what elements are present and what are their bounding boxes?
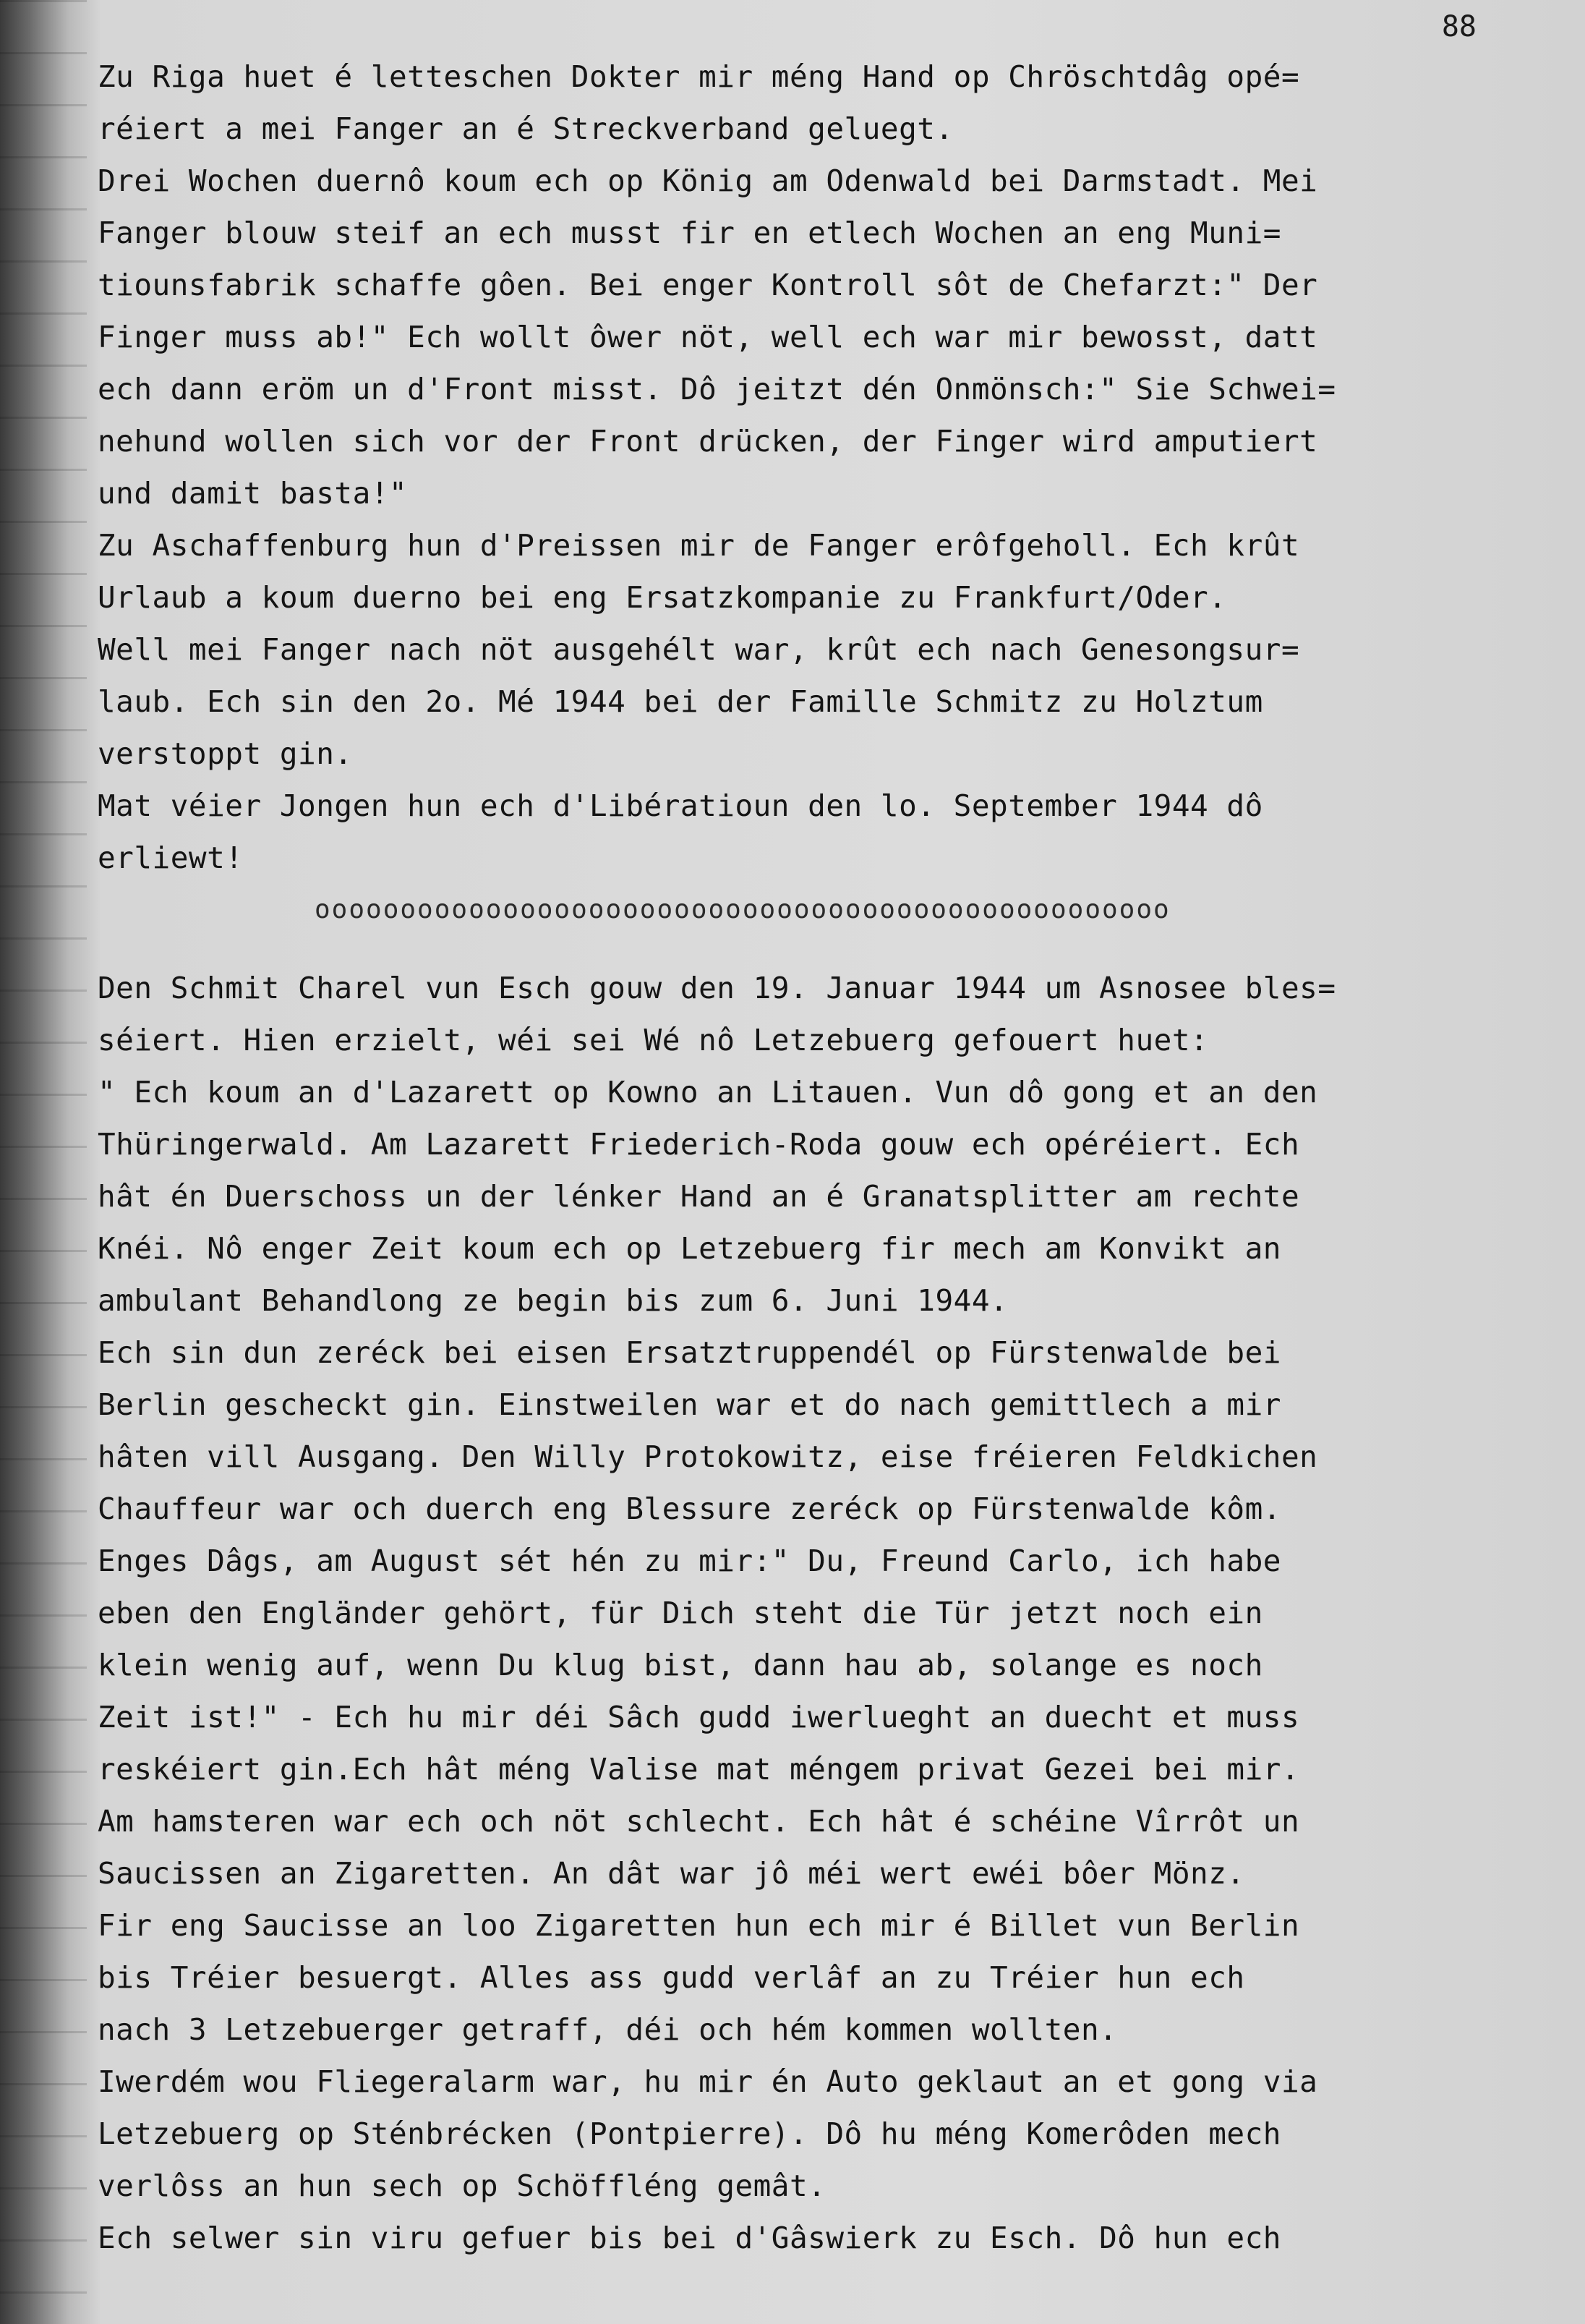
text-line: Mat véier Jongen hun ech d'Libératioun den lo. September 1944 dô (98, 788, 1263, 823)
text-line: ambulant Behandlong ze begin bis zum 6. Juni 1944. (98, 1283, 1009, 1318)
text-line: Zu Aschaffenburg hun d'Preissen mir de Fanger erôfgeholl. Ech krût (98, 528, 1300, 563)
text-line: Ech selwer sin viru gefuer bis bei d'Gâswierk zu Esch. Dô hun ech (98, 2221, 1281, 2255)
text-line: Finger muss ab!" Ech wollt ôwer nöt, well ech war mir bewosst, datt (98, 320, 1318, 354)
text-line: Enges Dâgs, am August sét hén zu mir:" Du, Freund Carlo, ich habe (98, 1544, 1281, 1578)
section-divider: oooooooooooooooooooooooooooooooooooooooooooooooooo (315, 895, 1171, 924)
text-line: bis Tréier besuergt. Alles ass gudd verlâf an zu Tréier hun ech (98, 1960, 1245, 1995)
text-line: verstoppt gin. (98, 736, 353, 771)
text-line: hâten vill Ausgang. Den Willy Protokowitz, eise fréieren Feldkichen (98, 1439, 1318, 1474)
paragraph-gap (98, 936, 1537, 962)
page-binding-edge (0, 0, 87, 2324)
text-line: Letzebuerg op Sténbrécken (Pontpierre). Dô hu méng Komerôden mech (98, 2116, 1281, 2151)
text-line: Knéi. Nô enger Zeit koum ech op Letzebuerg fir mech am Konvikt an (98, 1231, 1281, 1266)
text-line: verlôss an hun sech op Schöffléng gemât. (98, 2168, 826, 2203)
text-line: reskéiert gin.Ech hât méng Valise mat méngem privat Gezei bei mir. (98, 1752, 1300, 1787)
text-line: laub. Ech sin den 2o. Mé 1944 bei der Famille Schmitz zu Holztum (98, 684, 1263, 719)
text-line: Fir eng Saucisse an loo Zigaretten hun ech mir é Billet vun Berlin (98, 1908, 1300, 1943)
page-text (98, 51, 1537, 2264)
text-line: Chauffeur war och duerch eng Blessure zeréck op Fürstenwalde kôm. (98, 1491, 1281, 1526)
text-line: " Ech koum an d'Lazarett op Kowno an Litauen. Vun dô gong et an den (98, 1075, 1318, 1110)
text-line: Berlin gescheckt gin. Einstweilen war et do nach gemittlech a mir (98, 1387, 1281, 1422)
text-line: Fanger blouw steif an ech musst fir en etlech Wochen an eng Muni= (98, 216, 1281, 250)
text-line: réiert a mei Fanger an é Streckverband geluegt. (98, 111, 954, 146)
text-line: ech dann eröm un d'Front misst. Dô jeitzt dén Onmönsch:" Sie Schwei= (98, 372, 1336, 407)
text-line: Den Schmit Charel vun Esch gouw den 19. Januar 1944 um Asnosee bles= (98, 971, 1336, 1005)
text-line: eben den Engländer gehört, für Dich steht die Tür jetzt noch ein (98, 1596, 1263, 1630)
page-number: 88 (1441, 10, 1477, 43)
text-line: Urlaub a koum duerno bei eng Ersatzkompanie zu Frankfurt/Oder. (98, 580, 1227, 615)
text-line: Drei Wochen duernô koum ech op König am Odenwald bei Darmstadt. Mei (98, 163, 1318, 198)
text-line: Zeit ist!" - Ech hu mir déi Sâch gudd iwerlueght an duecht et muss (98, 1700, 1300, 1735)
text-line: erliewt! (98, 840, 244, 875)
text-line: klein wenig auf, wenn Du klug bist, dann hau ab, solange es noch (98, 1648, 1263, 1682)
text-line: hât én Duerschoss un der lénker Hand an é Granatsplitter am rechte (98, 1179, 1300, 1214)
text-line: Zu Riga huet é letteschen Dokter mir méng Hand op Chröschtdâg opé= (98, 59, 1300, 94)
text-line: tiounsfabrik schaffe gôen. Bei enger Kontroll sôt de Chefarzt:" Der (98, 268, 1318, 302)
text-line: Am hamsteren war ech och nöt schlecht. Ech hât é schéine Vîrrôt un (98, 1804, 1300, 1839)
text-line: Thüringerwald. Am Lazarett Friederich-Roda gouw ech opéréiert. Ech (98, 1127, 1300, 1162)
text-line: séiert. Hien erzielt, wéi sei Wé nô Letzebuerg gefouert huet: (98, 1023, 1209, 1057)
text-line: und damit basta!" (98, 476, 408, 511)
text-line: Well mei Fanger nach nöt ausgehélt war, krût ech nach Genesongsur= (98, 632, 1300, 667)
text-line: Ech sin dun zeréck bei eisen Ersatztruppendél op Fürstenwalde bei (98, 1335, 1281, 1370)
text-line: nehund wollen sich vor der Front drücken, der Finger wird amputiert (98, 424, 1318, 459)
text-line: Iwerdém wou Fliegeralarm war, hu mir én Auto geklaut an et gong via (98, 2064, 1318, 2099)
text-line: nach 3 Letzebuerger getraff, déi och hém kommen wollten. (98, 2012, 1118, 2047)
text-line: Saucissen an Zigaretten. An dât war jô méi wert ewéi bôer Mönz. (98, 1856, 1245, 1891)
